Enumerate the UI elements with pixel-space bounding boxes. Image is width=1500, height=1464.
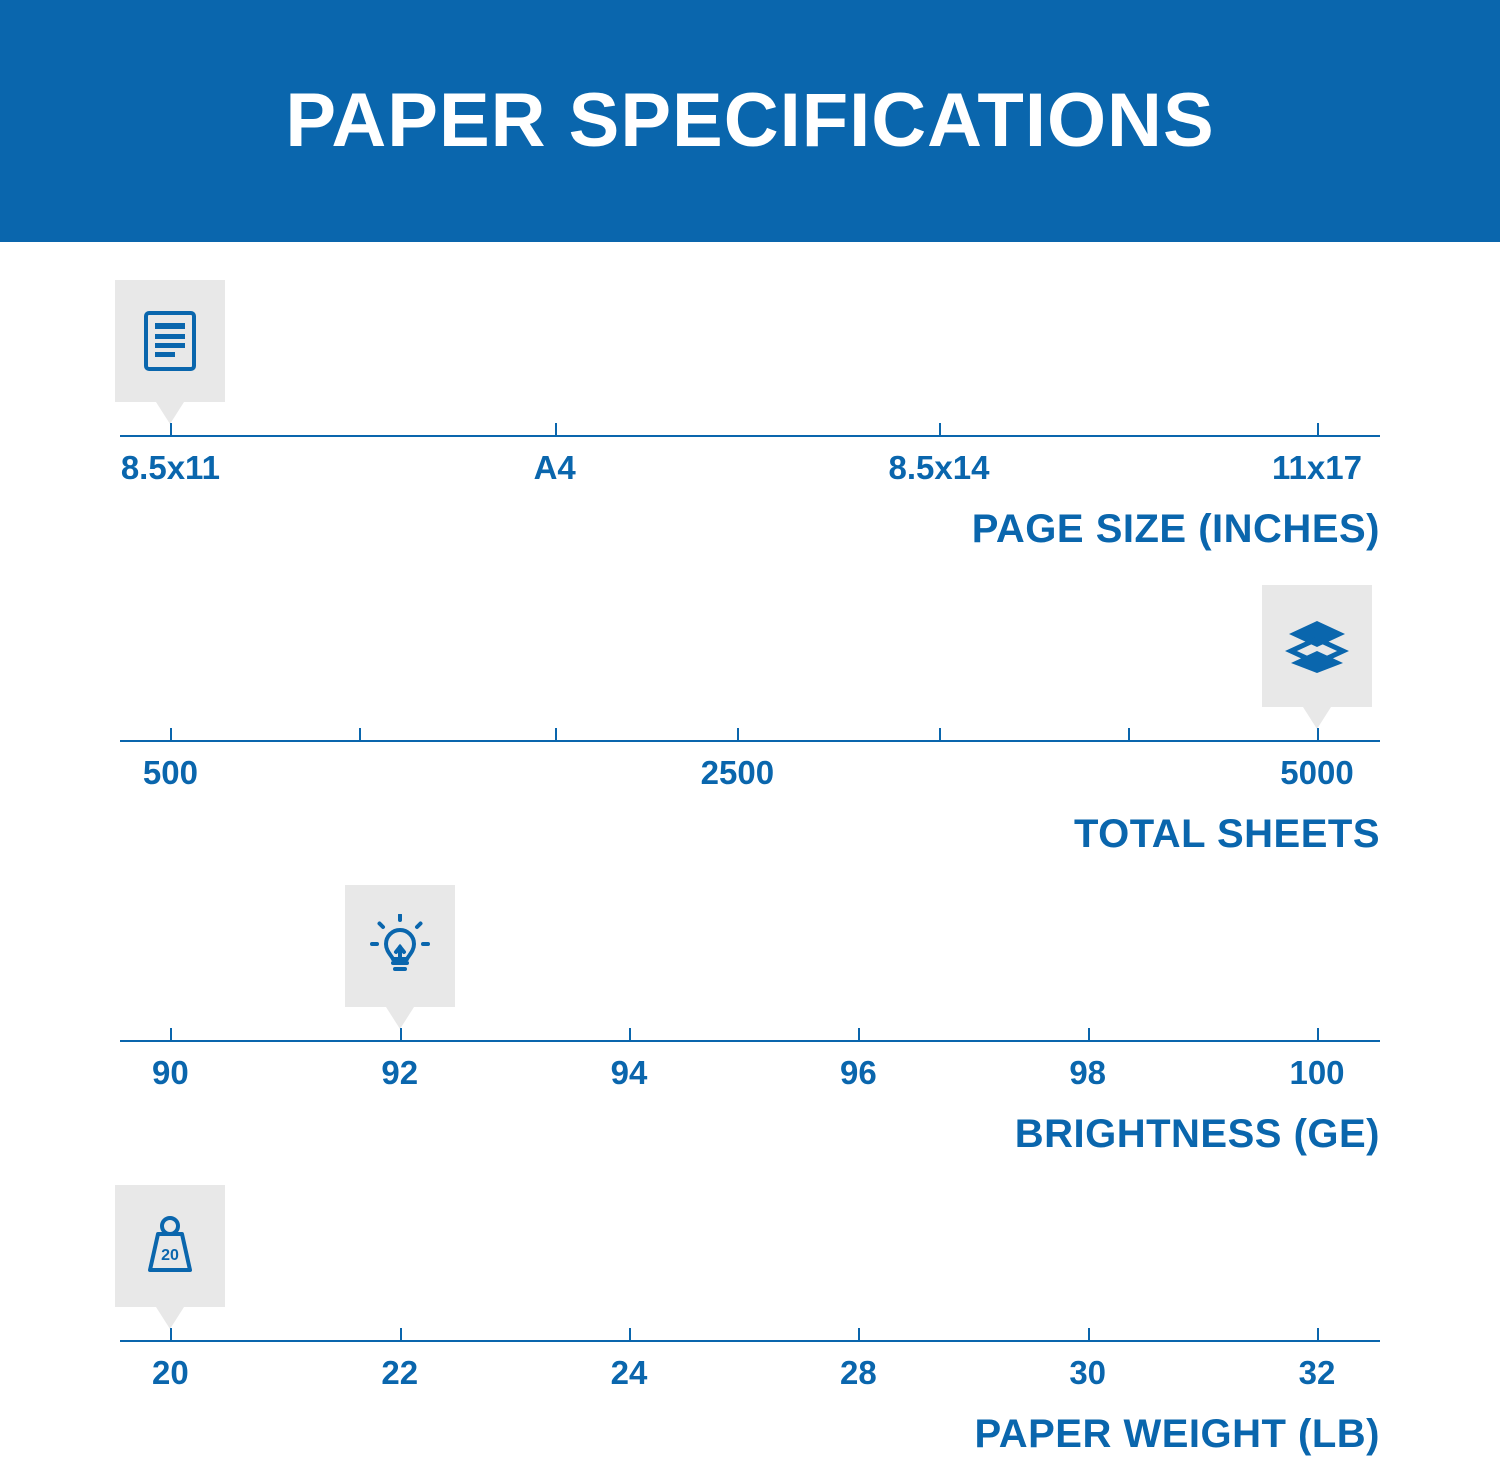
document-icon [143,310,197,372]
axis-tick [1317,728,1319,740]
svg-text:20: 20 [161,1247,180,1264]
axis-tick [170,1328,172,1340]
marker-brightness [345,885,455,1029]
axis-tick [400,1028,402,1040]
axis-tick [555,728,557,740]
axis-tick-label: 20 [152,1354,189,1391]
axis-tick [1317,1028,1319,1040]
marker-pointer [386,1007,414,1029]
marker-paper-weight [115,1185,225,1329]
spec-page-size [120,280,1380,552]
axis-tick [170,728,172,740]
axis-tick-label: 22 [381,1354,419,1391]
axis-tick [170,1028,172,1040]
axis-tick [1088,1028,1090,1040]
spec-paper-weight [120,1185,1380,1457]
axis-total-sheets [120,740,1380,791]
axis-tick [939,728,941,740]
axis-paper-weight [120,1340,1380,1391]
axis-tick [555,423,557,435]
axis-tick-label: 92 [381,1054,419,1091]
axis-tick [629,1328,631,1340]
axis-tick [170,423,172,435]
axis-tick-label: 2500 [700,754,775,791]
axis-tick [1088,1328,1090,1340]
axis-tick [1317,1328,1319,1340]
spec-brightness [120,885,1380,1157]
marker-box [115,1185,225,1307]
axis-tick-label: 94 [610,1054,648,1091]
header-banner [0,0,1500,242]
axis-tick [858,1328,860,1340]
marker-box [1262,585,1372,707]
axis-tick-label: 30 [1069,1354,1107,1391]
axis-tick-label: A4 [533,449,576,486]
axis-tick [629,1028,631,1040]
axis-tick-label: 32 [1298,1354,1336,1391]
page-title: PAPER SPECIFICATIONS [285,78,1215,163]
axis-tick-label: 100 [1289,1054,1345,1091]
axis-tick [858,1028,860,1040]
marker-total-sheets [1262,585,1372,729]
axis-tick-label: 98 [1069,1054,1107,1091]
marker-box [345,885,455,1007]
axis-tick [1317,423,1319,435]
spec-total-sheets [120,585,1380,857]
marker-row [120,1185,1380,1340]
marker-row [120,280,1380,435]
marker-row [120,585,1380,740]
axis-title-page-size: PAGE SIZE (INCHES) [971,507,1380,551]
lightbulb-icon [369,914,431,978]
axis-tick-label: 500 [142,754,198,791]
axis-brightness [120,1040,1380,1091]
marker-pointer [156,402,184,424]
marker-pointer [1303,707,1331,729]
axis-title-total-sheets: TOTAL SHEETS [1073,812,1380,856]
axis-tick-label: 11x17 [1272,449,1362,486]
axis-tick [400,1328,402,1340]
marker-pointer [156,1307,184,1329]
marker-page-size [115,280,225,424]
axis-tick [1128,728,1130,740]
axis-tick-label: 8.5x11 [120,449,220,486]
axis-tick-label: 24 [610,1354,648,1391]
axis-tick [359,728,361,740]
stack-icon [1285,617,1349,675]
weight-icon [138,1215,202,1277]
axis-tick-label: 96 [840,1054,877,1091]
axis-title-brightness: BRIGHTNESS (GE) [1014,1112,1380,1156]
axis-title-paper-weight: PAPER WEIGHT (LB) [974,1412,1380,1456]
marker-row [120,885,1380,1040]
axis-tick-label: 28 [840,1354,877,1391]
marker-box [115,280,225,402]
axis-tick [737,728,739,740]
axis-tick [939,423,941,435]
axis-tick-label: 90 [152,1054,189,1091]
axis-tick-label: 5000 [1280,754,1354,791]
axis-page-size [120,435,1380,486]
axis-tick-label: 8.5x14 [888,449,990,486]
